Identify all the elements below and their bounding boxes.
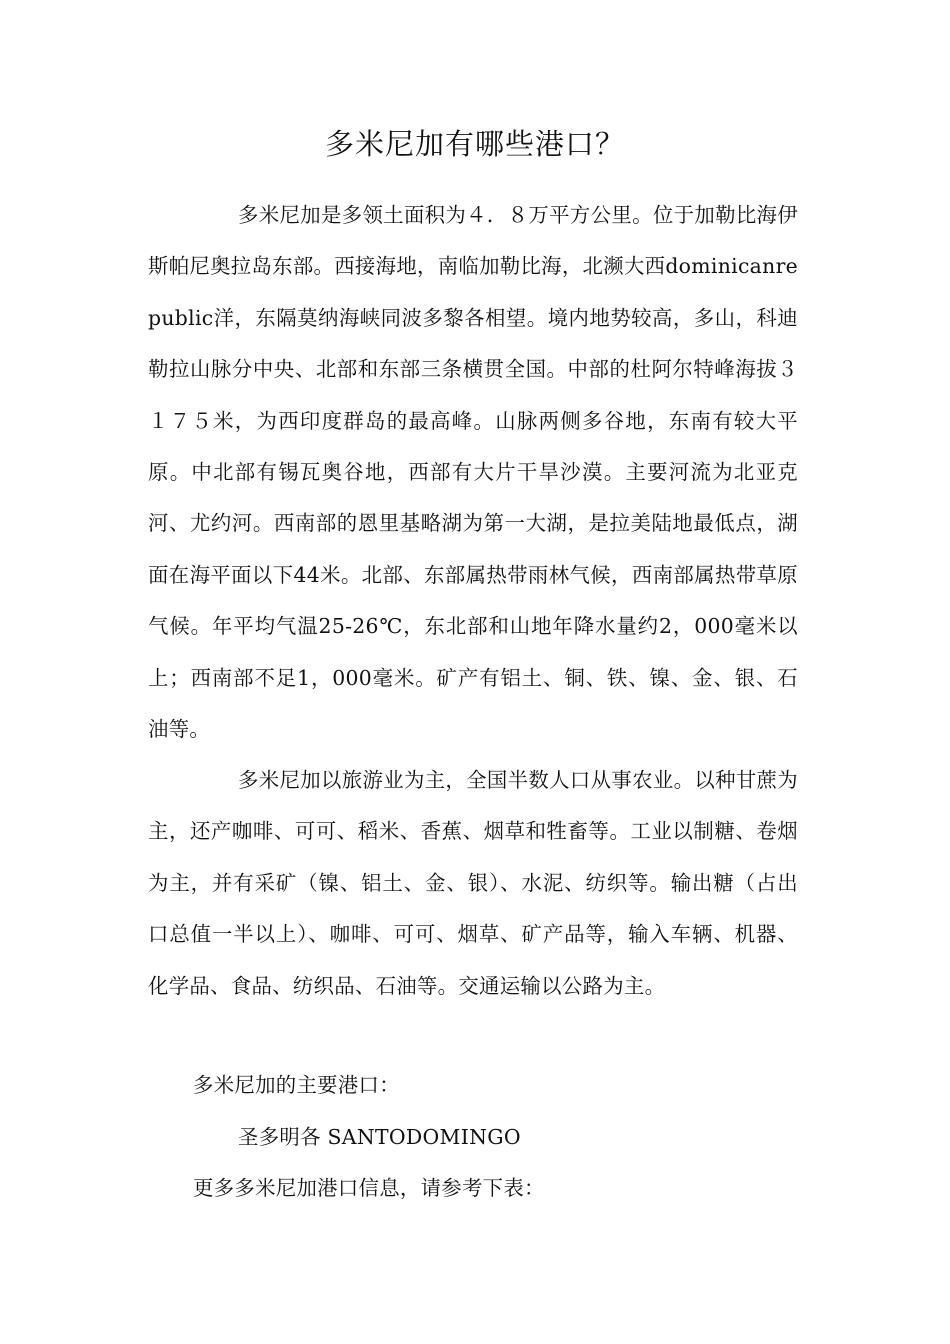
paragraph-geography: 多米尼加是多领土面积为４．８万平方公里。位于加勒比海伊斯帕尼奥拉岛东部。西接海地，南临加勒比海，北濒大西dominicanrepublic洋，东隔莫纳海峡同波多黎各相望。境内地势较高，多山，科迪勒拉山脉分中央、北部和东部三条横贯全国。中部的杜阿尔特峰海拔３１７５米，为西印度群岛的最高峰。山脉两侧多谷地，东南有较大平原。中北部有锡瓦奥谷地，西部有大片干旱沙漠。主要河流为北亚克河、尤约河。西南部的恩里基略湖为第一大湖，是拉美陆地最低点，湖面在海平面以下44米。北部、东部属热带雨林气候，西南部属热带草原气候。年平均气温25-26℃，东北部和山地年降水量约2，000毫米以上；西南部不足1，000毫米。矿产有铝土、铜、铁、镍、金、银、石油等。: [148, 203, 798, 742]
port-item: 圣多明各 SANTODOMINGO: [238, 1125, 521, 1149]
more-info-text: 更多多米尼加港口信息，请参考下表：: [193, 1176, 545, 1200]
page-title: 多米尼加有哪些港口？: [324, 127, 625, 161]
ports-heading: 多米尼加的主要港口：: [193, 1073, 400, 1097]
paragraph-economy: 多米尼加以旅游业为主，全国半数人口从事农业。以种甘蔗为主，还产咖啡、可可、稻米、香蕉、烟草和牲畜等。工业以制糖、卷烟为主，并有采矿（镍、铝土、金、银）、水泥、纺织等。输出糖（占出口总值一半以上）、咖啡、可可、烟草、矿产品等，输入车辆、机器、化学品、食品、纺织品、石油等。交通运输以公路为主。: [148, 768, 798, 998]
